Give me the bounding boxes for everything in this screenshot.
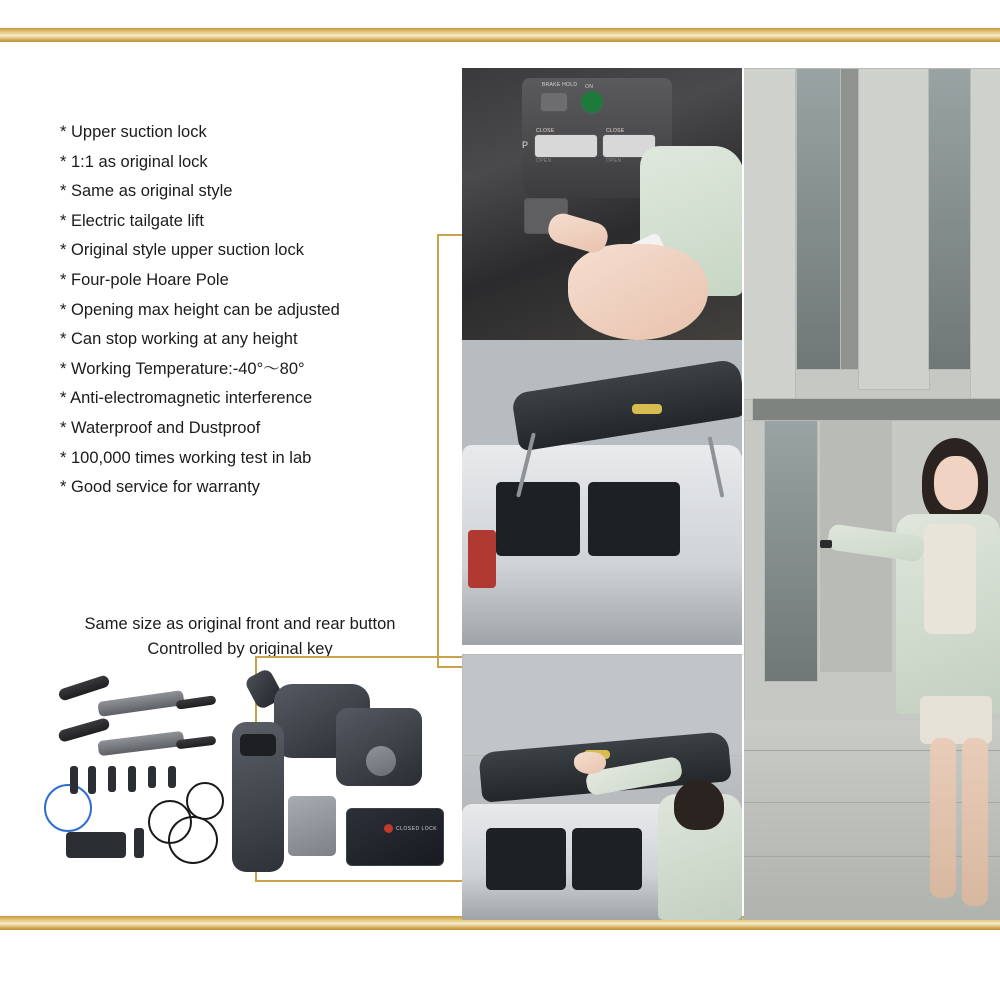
feature-item: * Upper suction lock xyxy=(60,123,207,141)
label-brake-hold: BRAKE HOLD xyxy=(542,82,578,88)
label-parking: P xyxy=(522,140,529,150)
label-close-left: CLOSE xyxy=(536,128,555,134)
callout-line-dashboard xyxy=(437,234,465,668)
pointing-hand xyxy=(574,752,606,774)
bolt-6 xyxy=(168,766,176,788)
strut-cylinder-1 xyxy=(97,690,184,717)
mounting-plate xyxy=(288,796,336,856)
person-hair xyxy=(674,780,724,830)
strut-cylinder-2 xyxy=(97,731,184,756)
label-open-left: OPEN xyxy=(536,158,552,164)
label-open-right: OPEN xyxy=(606,158,622,164)
index-finger xyxy=(545,210,611,255)
bolt-2 xyxy=(88,766,96,794)
building-glass-panel xyxy=(796,68,842,370)
feature-item: * Working Temperature:-40°～80° xyxy=(60,359,305,378)
building-right xyxy=(970,68,1000,400)
module-label: CLOSED LOCK xyxy=(396,826,438,832)
van-window-left xyxy=(486,828,566,890)
caption-line-2: Controlled by original key xyxy=(147,640,333,658)
photo-woman-with-key-fob xyxy=(744,420,1000,920)
building-glass-right xyxy=(928,68,972,370)
blue-wiring-harness xyxy=(44,784,92,832)
bottom-white-margin xyxy=(0,930,1000,1000)
parts-caption xyxy=(40,612,440,662)
building-left xyxy=(744,68,796,400)
feature-item: * Waterproof and Dustproof xyxy=(60,418,261,437)
feature-item: * Good service for warranty xyxy=(60,478,260,497)
mount-bracket xyxy=(66,832,126,858)
photo-dashboard-control-buttons xyxy=(462,68,742,340)
woman-leg-left xyxy=(930,738,956,898)
latch-ring xyxy=(366,746,396,776)
power-tailgate-left-button[interactable] xyxy=(534,134,598,158)
feature-item: * Anti-electromagnetic interference xyxy=(60,389,313,408)
street-glass-wall xyxy=(764,420,818,682)
brake-hold-button[interactable] xyxy=(540,92,568,112)
feature-item: * Four-pole Hoare Pole xyxy=(60,270,229,289)
key-fob[interactable] xyxy=(820,540,832,548)
van-taillight xyxy=(468,530,496,588)
brand-logo-icon xyxy=(384,824,393,833)
building-dark-column xyxy=(840,68,860,370)
top-gold-divider xyxy=(0,28,1000,42)
tailgate-motor-marker xyxy=(632,404,662,414)
parts-kit-illustration xyxy=(36,662,446,892)
bolt-4 xyxy=(128,766,136,792)
wiring-harness-3 xyxy=(186,782,224,820)
top-white-margin xyxy=(0,0,1000,28)
pin xyxy=(134,828,144,858)
wiring-harness-2 xyxy=(168,816,218,864)
van-rear-window-left xyxy=(496,482,580,556)
feature-item: * Same as original style xyxy=(60,182,233,201)
switch-button[interactable] xyxy=(240,734,276,756)
bolt-1 xyxy=(70,766,78,794)
feature-list xyxy=(60,118,450,503)
photo-hand-pressing-tailgate-button xyxy=(462,654,742,920)
woman-shorts xyxy=(920,696,992,744)
bolt-5 xyxy=(148,766,156,788)
woman-leg-right xyxy=(962,738,988,906)
feature-item: * Electric tailgate lift xyxy=(60,211,204,230)
bolt-3 xyxy=(108,766,116,792)
feature-item: * 100,000 times working test in lab xyxy=(60,448,312,467)
van-window-right xyxy=(572,828,642,890)
woman-face xyxy=(934,456,978,510)
pointing-hand xyxy=(568,244,708,340)
label-eco-on: ON xyxy=(585,84,594,90)
caption-line-1: Same size as original front and rear button xyxy=(84,615,396,633)
feature-item: * Opening max height can be adjusted xyxy=(60,300,340,319)
strut-rod-upper-2 xyxy=(57,717,110,743)
van-rear-window-right xyxy=(588,482,680,556)
woman-top xyxy=(924,524,976,634)
label-close-right: CLOSE xyxy=(606,128,625,134)
feature-item: * 1:1 as original lock xyxy=(60,152,208,171)
control-module xyxy=(346,808,444,866)
photo-van-tailgate-open xyxy=(462,340,742,645)
building-center xyxy=(858,68,930,390)
strut-rod-upper-1 xyxy=(57,674,110,701)
eco-button[interactable] xyxy=(580,90,604,114)
feature-item: * Original style upper suction lock xyxy=(60,241,304,260)
feature-item: * Can stop working at any height xyxy=(60,330,298,349)
